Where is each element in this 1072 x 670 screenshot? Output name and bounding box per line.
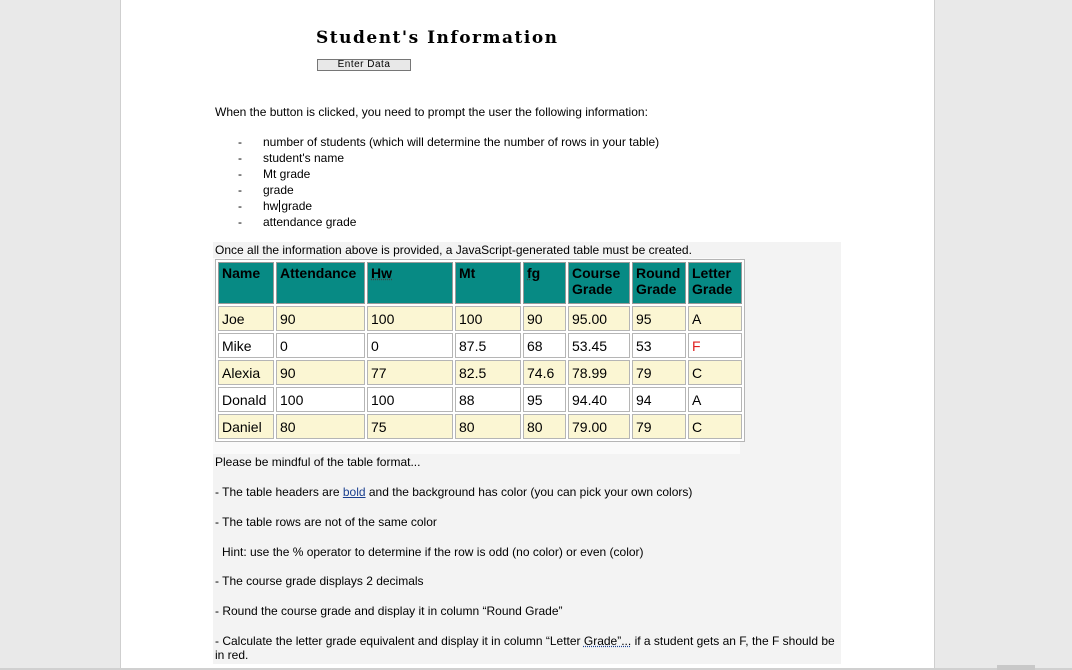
cell-mt: 100 [455,306,521,331]
scrollbar-thumb[interactable] [997,665,1035,670]
list-item: - hw grade [238,199,313,213]
header-round-grade: Round Grade [632,262,686,304]
list-item: - Mt grade [238,167,311,181]
cell-letter-grade: C [688,360,742,385]
header-mt: Mt [455,262,521,304]
enter-data-button[interactable]: Enter Data [317,59,411,71]
cell-mt: 80 [455,414,521,439]
cell-course-grade: 53.45 [568,333,630,358]
cell-letter-grade: C [688,414,742,439]
list-item: - attendance grade [238,215,357,229]
cell-name: Donald [218,387,274,412]
students-table [215,259,745,442]
note-decimals: - The course grade displays 2 decimals [215,574,424,588]
table-row [218,333,742,358]
note-hint: Hint: use the % operator to determine if the row is odd (no color) or even (color) [222,545,644,559]
header-course-grade: Course Grade [568,262,630,304]
note-table-format: Please be mindful of the table format... [215,455,421,469]
cell-fg: 74.6 [523,360,566,385]
table-row [218,306,742,331]
list-item: - student's name [238,151,345,165]
list-item: - grade [238,183,294,197]
cell-round-grade: 95 [632,306,686,331]
cell-hw: 75 [367,414,453,439]
table-row [218,414,742,439]
cell-course-grade: 79.00 [568,414,630,439]
cell-name: Mike [218,333,274,358]
note-letter-grade: - Calculate the letter grade equivalent and display it in column “Letter Grade”... if a student gets an F, the F should be in red. [215,634,835,662]
header-attendance: Attendance [276,262,365,304]
cell-attendance: 0 [276,333,365,358]
cell-attendance: 90 [276,360,365,385]
cell-round-grade: 53 [632,333,686,358]
cell-fg: 90 [523,306,566,331]
table-caption: Once all the information above is provided, a JavaScript-generated table must be created. [215,243,692,257]
cell-round-grade: 79 [632,360,686,385]
note-round-grade: - Round the course grade and display it in column “Round Grade” [215,604,563,618]
cell-fg: 95 [523,387,566,412]
requirements-list [238,134,659,230]
note-rows-color: - The table rows are not of the same color [215,515,437,529]
cell-hw: 0 [367,333,453,358]
bold-link[interactable]: bold [342,485,366,499]
grade-link[interactable]: Grade”... [583,634,632,648]
list-item: - number of students (which will determine the number of rows in your table) [238,135,660,149]
header-letter-grade: Letter Grade [688,262,742,304]
cell-letter-grade: A [688,387,742,412]
table-row [218,387,742,412]
note-headers: - The table headers are bold and the background has color (you can pick your own colors) [215,485,693,499]
cell-name: Alexia [218,360,274,385]
cell-round-grade: 79 [632,414,686,439]
cell-mt: 87.5 [455,333,521,358]
cell-course-grade: 95.00 [568,306,630,331]
cell-name: Joe [218,306,274,331]
table-row [218,360,742,385]
cell-course-grade: 94.40 [568,387,630,412]
header-fg: fg [523,262,566,304]
cell-hw: 77 [367,360,453,385]
cell-course-grade: 78.99 [568,360,630,385]
cell-hw: 100 [367,306,453,331]
table-header-row [218,262,742,304]
header-name: Name [218,262,274,304]
cell-letter-grade: A [688,306,742,331]
cell-attendance: 80 [276,414,365,439]
cell-fg: 68 [523,333,566,358]
cell-hw: 100 [367,387,453,412]
cell-attendance: 100 [276,387,365,412]
intro-text: When the button is clicked, you need to prompt the user the following information: [215,105,648,119]
cell-fg: 80 [523,414,566,439]
cell-round-grade: 94 [632,387,686,412]
cell-name: Daniel [218,414,274,439]
cell-mt: 82.5 [455,360,521,385]
header-hw: Hw [367,262,453,304]
cell-mt: 88 [455,387,521,412]
cell-letter-grade: F [688,333,742,358]
page-title: Student's Information [316,28,559,48]
cell-attendance: 90 [276,306,365,331]
